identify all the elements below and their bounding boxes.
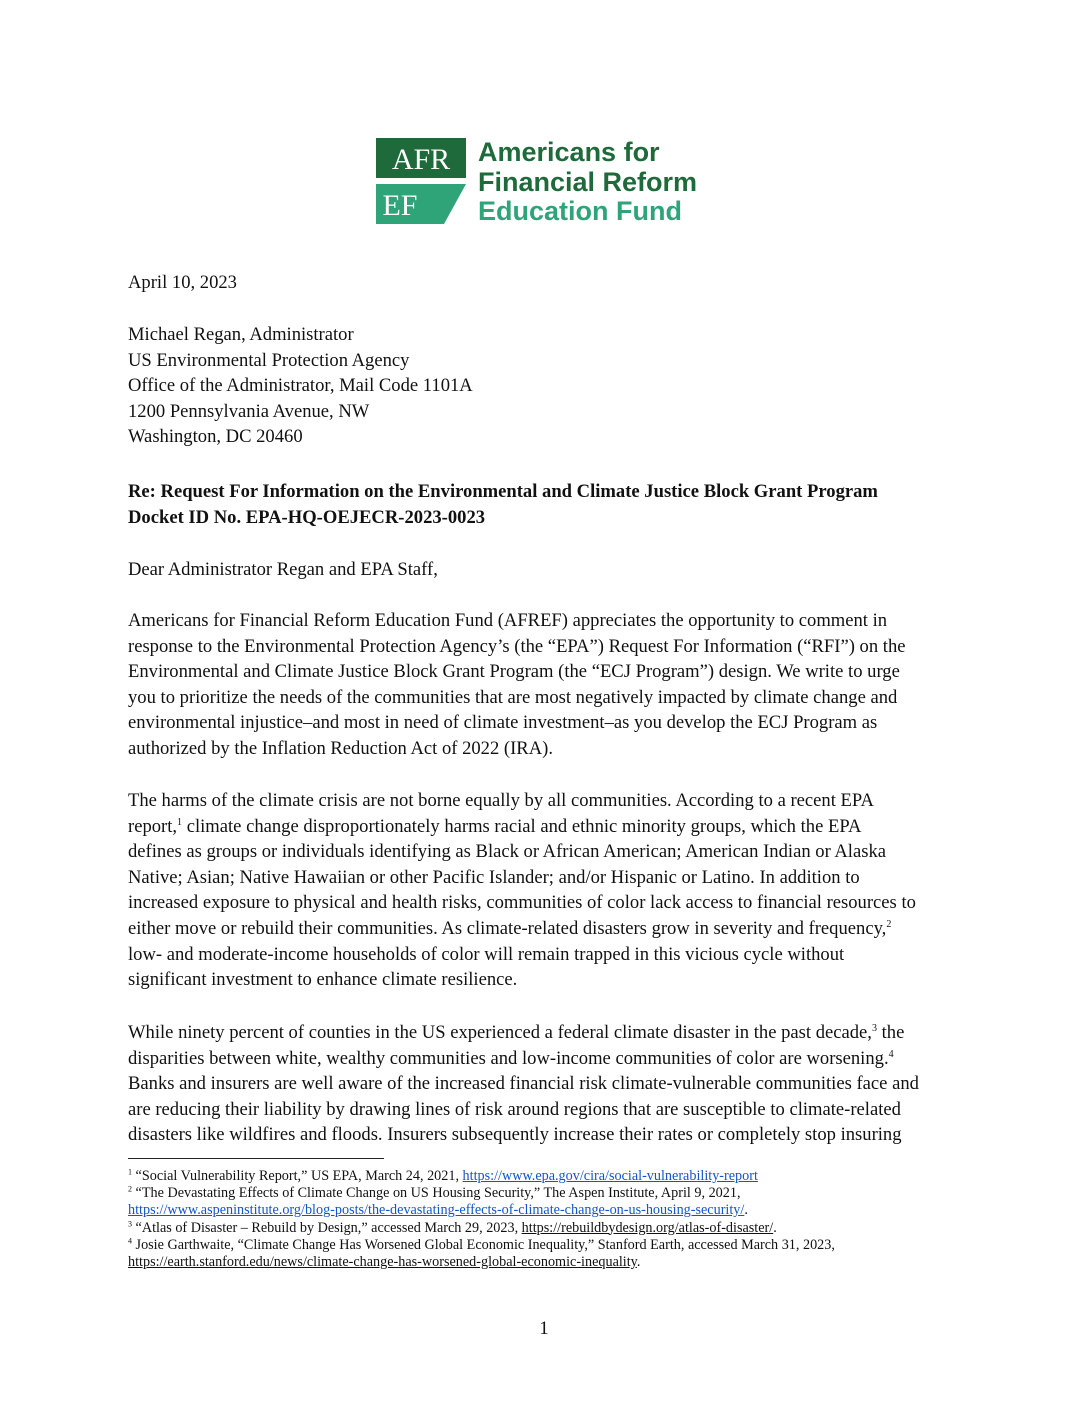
footnote-2-cont: https://www.aspeninstitute.org/blog-posts/the-devastating-effects-of-climate-change-on-us-housing-security/.: [128, 1202, 748, 1219]
subject-line-1: Re: Request For Information on the Environmental and Climate Justice Block Grant Program: [128, 481, 878, 502]
recipient-address: [128, 322, 473, 450]
address-line: Office of the Administrator, Mail Code 1101A: [128, 375, 473, 397]
paragraph-line: are reducing their liability by drawing lines of risk around regions that are susceptible to climate-related: [128, 1098, 901, 1120]
paragraph-line: defines as groups or individuals identifying as Black or African American; American Indian or Alaska: [128, 841, 887, 863]
logo-mark-top-text: AFR: [391, 143, 451, 176]
body-paragraph-1: [128, 608, 906, 762]
paragraph-line: While ninety percent of counties in the US experienced a federal climate disaster in the past decade,$^3$ the: [128, 1022, 905, 1043]
address-line: Washington, DC 20460: [128, 426, 303, 448]
logo-mark-bottom-text: EF: [382, 189, 418, 222]
footnote-1: $^1$ “Social Vulnerability Report,” US EPA, March 24, 2021, https://www.epa.gov/cira/social-vulnerability-report: [128, 1167, 758, 1184]
paragraph-line: either move or rebuild their communities. As climate-related disasters grow in severity and frequency,$^2$: [128, 917, 892, 939]
address-line: Michael Regan, Administrator: [128, 324, 354, 345]
paragraph-line: Environmental and Climate Justice Block Grant Program (the “ECJ Program”) design. We write to urge: [128, 661, 900, 683]
subject-line: [128, 479, 878, 530]
paragraph-line: Americans for Financial Reform Education Fund (AFREF) appreciates the opportunity to comment in: [128, 610, 888, 631]
footnote-3-link[interactable]: https://rebuildbydesign.org/atlas-of-disaster/: [521, 1219, 774, 1236]
paragraph-line: response to the Environmental Protection Agency’s (the “EPA”) Request For Information (“RFI”) on the: [128, 635, 906, 657]
footnote-2: $^2$ “The Devastating Effects of Climate Change on US Housing Security,” The Aspen Institute, April 9, 2021,: [128, 1184, 741, 1202]
paragraph-line: report,$^1$ climate change disproportionately harms racial and ethnic minority groups, which the EPA: [128, 815, 862, 837]
address-line: US Environmental Protection Agency: [128, 349, 410, 371]
footnote-4: $^4$ Josie Garthwaite, “Climate Change Has Worsened Global Economic Inequality,” Stanford Earth, accessed March 31, 2023,: [128, 1236, 835, 1253]
afref-logo: [376, 138, 716, 226]
logo-wordmark: [478, 138, 697, 227]
page-number: 1: [539, 1318, 549, 1339]
footnote-4-link[interactable]: https://earth.stanford.edu/news/climate-change-has-worsened-global-economic-inequality: [128, 1254, 637, 1271]
body-paragraph-2: [128, 788, 916, 993]
salutation: Dear Administrator Regan and EPA Staff,: [128, 559, 438, 580]
paragraph-line: increased exposure to physical and health risks, communities of color lack access to financial resources to: [128, 892, 916, 914]
logo-line-3: Education Fund: [478, 196, 682, 226]
afref-logo-mark: [376, 138, 466, 224]
paragraph-line: significant investment to enhance climate resilience.: [128, 969, 518, 991]
paragraph-line: authorized by the Inflation Reduction Act of 2022 (IRA).: [128, 737, 553, 759]
logo-line-2: Financial Reform: [478, 166, 698, 197]
footnote-1-link[interactable]: https://www.epa.gov/cira/social-vulnerability-report: [462, 1168, 758, 1184]
footnote-ref-3[interactable]: 3: [871, 1022, 877, 1034]
paragraph-line: disparities between white, wealthy communities and low-income communities of color are worsening.$^4$: [128, 1047, 894, 1069]
address-line: 1200 Pennsylvania Avenue, NW: [128, 400, 370, 422]
footnote-2-link[interactable]: https://www.aspeninstitute.org/blog-posts/the-devastating-effects-of-climate-change-on-us-housing-security/: [128, 1202, 745, 1219]
footnote-ref-2[interactable]: 2: [886, 918, 892, 930]
body-paragraph-3: [128, 1020, 919, 1148]
paragraph-line: environmental injustice–and most in need of climate investment–as you develop the ECJ Program as: [128, 712, 878, 734]
logo-line-1: Americans for: [478, 137, 660, 167]
paragraph-line: you to prioritize the needs of the communities that are most negatively impacted by climate change and: [128, 686, 898, 708]
paragraph-line: The harms of the climate crisis are not borne equally by all communities. According to a recent EPA: [128, 790, 874, 811]
footnote-3: $^3$ “Atlas of Disaster – Rebuild by Design,” accessed March 29, 2023, https://rebuildbydesign.org/atlas-of-disaster/.: [128, 1218, 777, 1236]
paragraph-line: Banks and insurers are well aware of the increased financial risk climate-vulnerable communities face and: [128, 1073, 919, 1095]
paragraph-line: disasters like wildfires and floods. Insurers subsequently increase their rates or completely stop insuring: [128, 1124, 902, 1146]
paragraph-line: Native; Asian; Native Hawaiian or other Pacific Islander; and/or Hispanic or Latino. In addition to: [128, 866, 860, 888]
footnote-ref-1[interactable]: 1: [177, 816, 183, 828]
paragraph-line: low- and moderate-income households of color will remain trapped in this vicious cycle without: [128, 943, 845, 965]
footnote-ref-4[interactable]: 4: [888, 1048, 894, 1060]
footnote-4-cont: https://earth.stanford.edu/news/climate-change-has-worsened-global-economic-inequality.: [128, 1254, 641, 1271]
footnote-divider: [128, 1158, 384, 1159]
letter-date: April 10, 2023: [128, 272, 237, 293]
subject-line-2: Docket ID No. EPA-HQ-OEJECR-2023-0023: [128, 506, 486, 528]
footnotes: [128, 1168, 835, 1271]
